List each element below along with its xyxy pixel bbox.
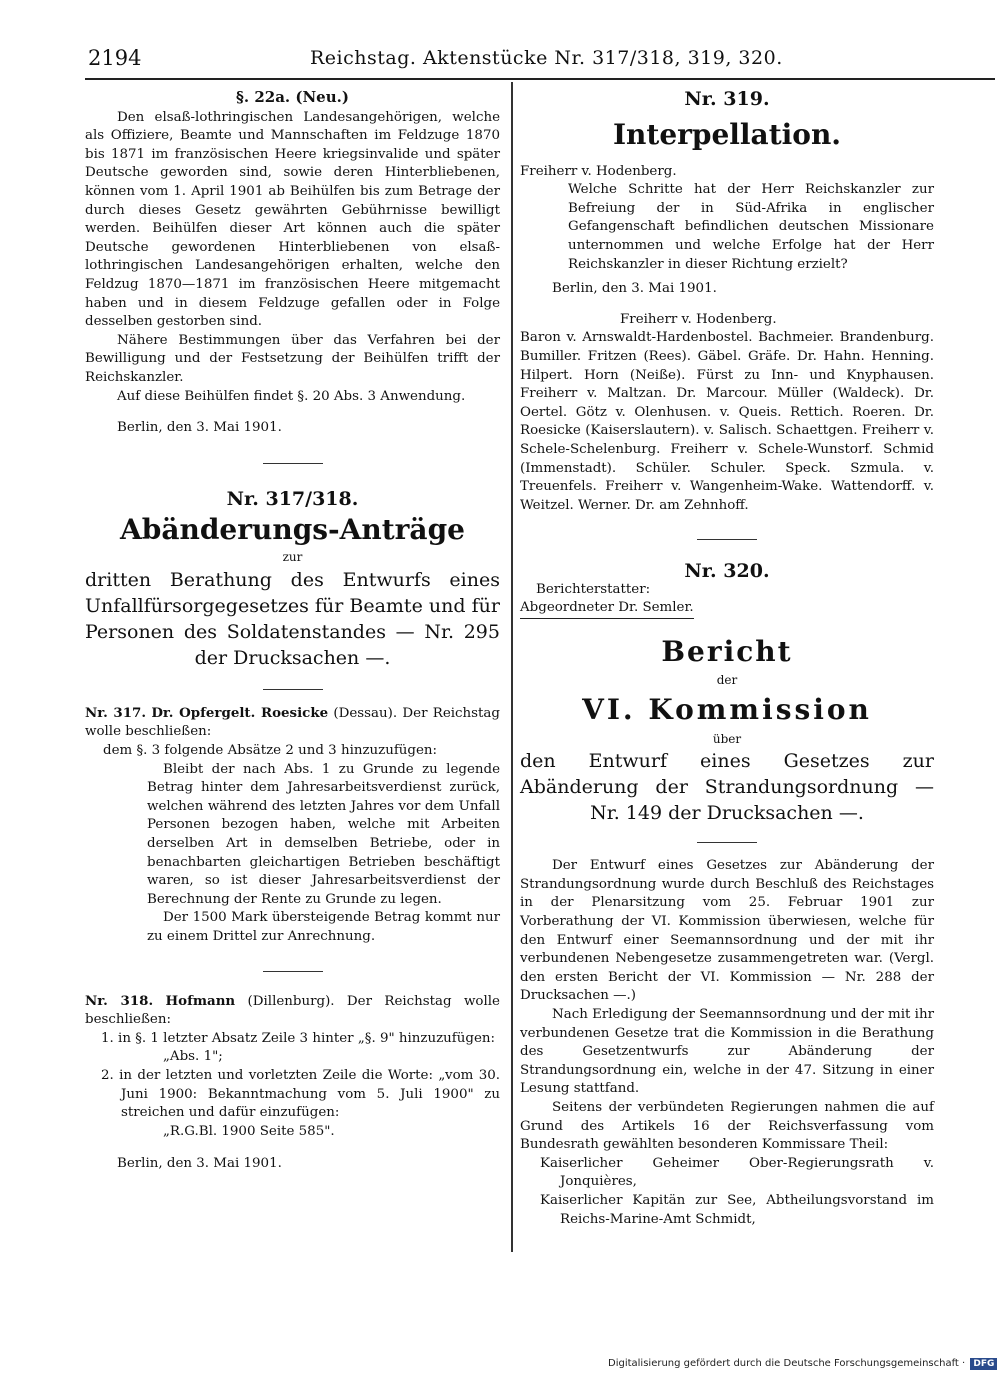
left-column: [85, 88, 500, 1174]
section-title: §. 22a. (Neu.): [236, 88, 349, 106]
date-line: Berlin, den 3. Mai 1901.: [117, 1156, 282, 1172]
right-column: [520, 88, 934, 1229]
document-title: Interpellation.: [612, 117, 842, 151]
signatories: Baron v. Arnswaldt-Hardenbostel. Bachmeier. Brandenburg. Bumiller. Fritzen (Rees). Gäbel. Gräfe. Dr. Hahn. Henning. Hilpert. Horn (Neiße). Fürst zu Inn- und Knyphausen. Freiherr v. Maltzan. Dr. Marcour. Müller (Waldeck). Dr. Oertel. Götz v. Olenhusen. v. Queis. Rettich. Roeren. Dr. Roesicke (Kaiserslautern). v. Salisch. Schaettgen. Freiherr v. Schele-Schelenburg. Freiherr v. Schele-Wunstorf. Schmid (Immenstadt). Schüler. Schuler. Speck. Szmula. v. Treuenfels. Freiherr v. Wangenheim-Wake. Wattendorff. v. Weitzel. Werner. Dr. am Zehnhoff.: [520, 330, 934, 513]
divider: [263, 463, 323, 464]
signer: Freiherr v. Hodenberg.: [620, 311, 777, 327]
paragraph: Nähere Bestimmungen über das Verfahren bei der Bewilligung und der Festsetzung der Beihülfen trifft der Reichskanzler.: [85, 332, 500, 385]
motion-317: [85, 704, 500, 742]
rapporteur-name-wrap: [520, 599, 934, 619]
report-subject: den Entwurf eines Gesetzes zur Abänderung der Strandungsordnung — Nr. 149 der Drucksachen —.: [520, 750, 934, 825]
motion-number: Nr. 317.: [85, 704, 147, 721]
paragraph: Seitens der verbündeten Regierungen nahmen die auf Grund des Artikels 16 der Reichsverfassung vom Bundesrath gewählten besonderen Kommissare Theil:: [520, 1099, 934, 1153]
commission-title: VI. Kommission: [582, 692, 872, 726]
divider: [263, 971, 323, 972]
nr-heading: Nr. 320.: [684, 560, 770, 583]
paragraph: Auf diese Beihülfen findet §. 20 Abs. 3 Anwendung.: [117, 388, 466, 404]
document-title: Abänderungs-Anträge: [120, 513, 465, 547]
document-subtitle: dritten Berathung des Entwurfs eines Unfallfürsorgegesetzes für Beamte und für Personen des Soldatenstandes — Nr. 295 der Drucksachen —.: [85, 568, 500, 669]
motion-authors: Dr. Opfergelt. Roesicke: [151, 704, 329, 721]
paragraph: Der Entwurf eines Gesetzes zur Abänderung der Strandungsordnung wurde durch Beschluß des Reichstages in der Plenarsitzung vom 25. Februar 1901 zur Vorberathung der VI. Kommission überwiesen, welche für den Entwurf einer Seemannsordnung und der mit ihr verbundenen Nebengesetze zusammengetreten war. (Vergl. den ersten Bericht der VI. Kommission — Nr. 288 der Drucksachen —.): [520, 858, 934, 1004]
nr-heading: Nr. 317/318.: [226, 487, 359, 510]
motion-text: (Dillenburg). Der Reichstag wolle beschließen:: [85, 993, 500, 1028]
quoted-insert: „Abs. 1";: [163, 1049, 223, 1065]
motion-author: Hofmann: [165, 992, 236, 1009]
page-number: 2194: [88, 46, 142, 70]
quoted-insert: „R.G.Bl. 1900 Seite 585".: [163, 1123, 335, 1139]
date-line: Berlin, den 3. Mai 1901.: [552, 281, 717, 297]
rapporteur-label: Berichterstatter:: [536, 581, 651, 597]
rapporteur-name: Abgeordneter Dr. Semler.: [520, 599, 694, 619]
date-line: Berlin, den 3. Mai 1901.: [117, 420, 282, 436]
digitization-credit: [608, 1358, 997, 1370]
commissioner: Kaiserlicher Kapitän zur See, Abtheilungsvorstand im Reichs-Marine-Amt Schmidt,: [540, 1192, 934, 1227]
motion-text: (Dessau). Der Reichstag wolle beschließen:: [85, 705, 500, 740]
page-header: [85, 44, 995, 80]
divider: [697, 842, 757, 843]
connector-word: über: [712, 731, 742, 746]
dfg-logo: DFG: [970, 1358, 997, 1370]
interpellation-author: Freiherr v. Hodenberg.: [520, 163, 677, 179]
motion-instruction: dem §. 3 folgende Absätze 2 und 3 hinzuzufügen:: [103, 743, 438, 759]
quoted-paragraph: Der 1500 Mark übersteigende Betrag kommt nur zu einem Drittel zur Anrechnung.: [147, 910, 500, 944]
paragraph: Nach Erledigung der Seemannsordnung und der mit ihr verbundenen Gesetze trat die Kommission in die Berathung des Gesetzentwurfs zur Abänderung der Strandungsordnung ein, welche in der 47. Sitzung in einer Lesung stattfand.: [520, 1007, 934, 1097]
motion-number: Nr. 318.: [85, 992, 154, 1009]
commissioner: Kaiserlicher Geheimer Ober-Regierungsrath v. Jonquières,: [540, 1155, 934, 1190]
running-title: Reichstag. Aktenstücke Nr. 317/318, 319, 320.: [310, 47, 783, 69]
nr-heading: Nr. 319.: [684, 88, 770, 110]
connector-word: zur: [282, 550, 303, 565]
list-item: 1. in §. 1 letzter Absatz Zeile 3 hinter „§. 9" hinzuzufügen:: [101, 1030, 496, 1046]
quoted-paragraph: Bleibt der nach Abs. 1 zu Grunde zu legende Betrag hinter dem Jahresarbeitsverdienst zurück, welchen während des letzten Jahres vor dem Unfall Personen bezogen haben, welche mit Arbeiten derselben Art in demselben Betriebe, oder in benachbarten gleichartigen Betrieben beschäftigt waren, so ist dieser Jahresarbeitsverdienst der Berechnung der Rente zu Grunde zu legen.: [147, 761, 500, 907]
list-item: 2. in der letzten und vorletzten Zeile die Worte: „vom 30. Juni 1900: Bekanntmachung vom 5. Juli 1900" zu streichen und dafür einzufügen:: [101, 1067, 500, 1121]
connector-word: der: [716, 673, 738, 688]
divider: [697, 539, 757, 540]
motion-318: [85, 992, 500, 1030]
interpellation-question: Welche Schritte hat der Herr Reichskanzler zur Befreiung der in Süd-Afrika in englischer Gefangenschaft befindlichen deutschen Missionare unternommen und welche Erfolge hat der Herr Reichskanzler in dieser Richtung erzielt?: [568, 182, 934, 272]
report-title: Bericht: [661, 635, 793, 669]
credit-text: Digitalisierung gefördert durch die Deutsche Forschungsgemeinschaft ·: [608, 1358, 966, 1369]
column-divider: [511, 82, 513, 1252]
divider: [263, 689, 323, 690]
paragraph: Den elsaß-lothringischen Landesangehörigen, welche als Offiziere, Beamte und Mannschaften im Feldzuge 1870 bis 1871 im französischen Heere kriegsinvalide und später Deutsche geworden sind, sowie deren Hinterbliebenen, können vom 1. April 1901 ab Beihülfen bis zum Betrage der durch dieses Gesetz gewährten Gebührnisse bewilligt werden. Beihülfen dieser Art können auch die später Deutsche gewordenen Hinterbliebenen von elsaß-lothringischen Landesangehörigen erhalten, welche den Feldzug 1870—1871 im französischen Heere mitgemacht haben und in diesem Feldzuge gefallen oder in Folge desselben gestorben sind.: [85, 109, 500, 330]
